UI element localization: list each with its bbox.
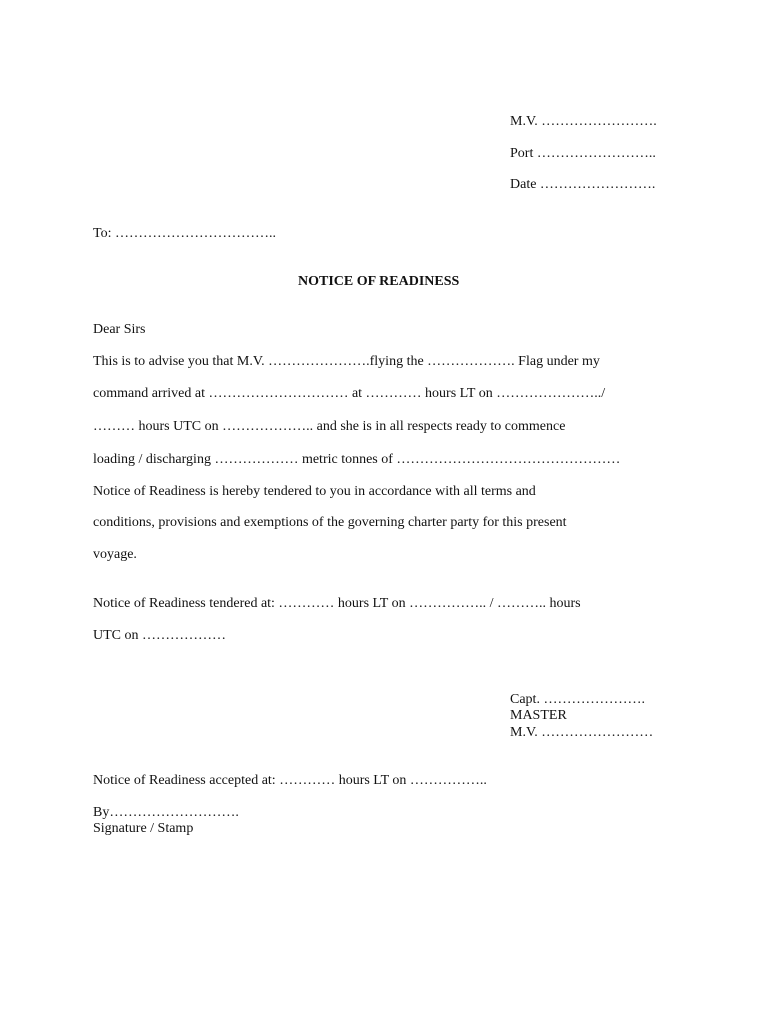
body-line-6: conditions, provisions and exemptions of the governing charter party for this present (93, 515, 567, 530)
salutation: Dear Sirs (93, 322, 146, 337)
recipient-line: To: …………………………….. (93, 226, 276, 241)
header-date: Date ……………………. (510, 177, 656, 192)
body-line-2: command arrived at ………………………… at ………… hours LT on …………………../ (93, 386, 606, 401)
signature-master: MASTER (510, 708, 567, 723)
body-line-1: This is to advise you that M.V. ………………….flying the ………………. Flag under my (93, 354, 600, 369)
accepted-by: By………………………. (93, 805, 239, 820)
body-line-3: ……… hours UTC on ……………….. and she is in all respects ready to commence (93, 419, 566, 434)
body-line-7: voyage. (93, 547, 137, 562)
signature-capt: Capt. …………………. (510, 692, 645, 707)
header-mv: M.V. ……………………. (510, 114, 657, 129)
header-port: Port …………………….. (510, 146, 656, 161)
signature-stamp-label: Signature / Stamp (93, 821, 194, 836)
body-line-4: loading / discharging ……………… metric tonnes of ………………………………………… (93, 452, 621, 467)
signature-mv: M.V. …………………… (510, 725, 654, 740)
tendered-line-2: UTC on ……………… (93, 628, 226, 643)
tendered-line-1: Notice of Readiness tendered at: ………… hours LT on …………….. / ……….. hours (93, 596, 581, 611)
document-title: NOTICE OF READINESS (298, 274, 460, 289)
body-line-5: Notice of Readiness is hereby tendered to you in accordance with all terms and (93, 484, 536, 499)
accepted-line: Notice of Readiness accepted at: ………… hours LT on …………….. (93, 773, 487, 788)
